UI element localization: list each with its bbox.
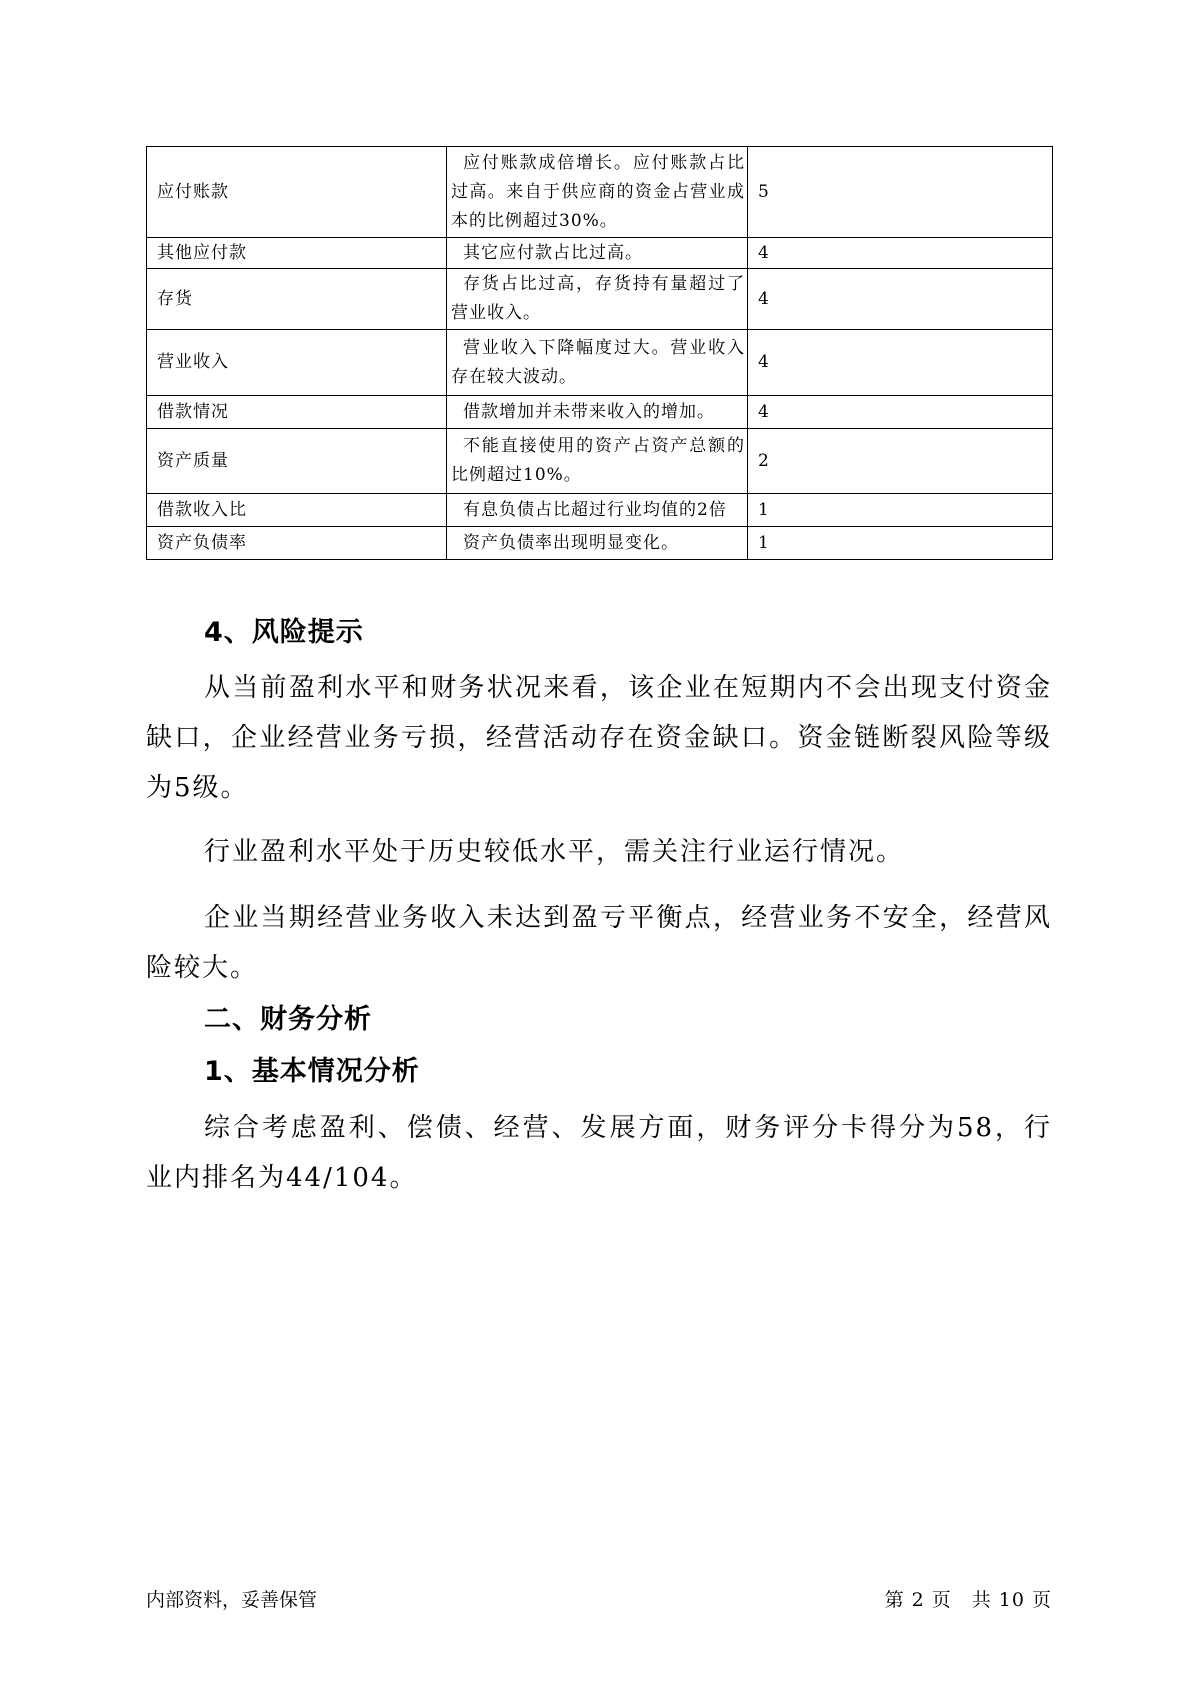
footer-page-number: 第 2 页 共 10 页 — [884, 1589, 1052, 1611]
table-cell-desc — [447, 238, 748, 269]
table-cell-item: 其他应付款 — [147, 238, 447, 269]
desc-text: 有息负债占比超过行业均值的2倍 — [463, 499, 727, 520]
desc-text: 营业收入下降幅度过大。营业收入存在较大波动。 — [451, 337, 745, 387]
table-row — [147, 396, 1053, 429]
table-cell-item: 借款情况 — [147, 396, 447, 429]
table-cell-score: 4 — [748, 269, 1053, 330]
table-cell-score: 1 — [748, 527, 1053, 560]
desc-text: 资产负债率出现明显变化。 — [463, 532, 679, 553]
desc-text: 应付账款成倍增长。应付账款占比过高。来自于供应商的资金占营业成本的比例超过30%。 — [451, 152, 745, 231]
table-cell-desc — [447, 429, 748, 494]
table-row — [147, 238, 1053, 269]
desc-text: 借款增加并未带来收入的增加。 — [463, 401, 715, 422]
desc-text: 其它应付款占比过高。 — [463, 242, 643, 263]
table-cell-score: 5 — [748, 147, 1053, 238]
risk-paragraph-2: 行业盈利水平处于历史较低水平，需关注行业运行情况。 — [204, 837, 905, 867]
table-cell-score: 4 — [748, 238, 1053, 269]
section-heading-finance: 二、财务分析 — [204, 1004, 372, 1035]
table-cell-item: 存货 — [147, 269, 447, 330]
table-cell-score: 1 — [748, 494, 1053, 527]
desc-text: 不能直接使用的资产占资产总额的比例超过10%。 — [451, 436, 745, 485]
table-cell-desc — [447, 330, 748, 396]
table-row — [147, 269, 1053, 330]
table-row — [147, 494, 1053, 527]
section-heading-risk: 4、风险提示 — [204, 617, 364, 648]
finance-paragraph-1: 综合考虑盈利、偿债、经营、发展方面，财务评分卡得分为58，行业内排名为44/104。 — [146, 1113, 1052, 1193]
footer-confidential-note: 内部资料，妥善保管 — [146, 1589, 318, 1611]
risk-paragraph-3: 企业当期经营业务收入未达到盈亏平衡点，经营业务不安全，经营风险较大。 — [146, 903, 1052, 983]
table-cell-desc — [447, 147, 748, 238]
table-cell-item: 资产质量 — [147, 429, 447, 494]
risk-indicator-table — [146, 146, 1053, 560]
table-row — [147, 330, 1053, 396]
table-cell-desc — [447, 269, 748, 330]
subsection-heading-basic: 1、基本情况分析 — [204, 1056, 420, 1087]
risk-paragraph-1: 从当前盈利水平和财务状况来看，该企业在短期内不会出现支付资金缺口，企业经营业务亏损，经营活动存在资金缺口。资金链断裂风险等级为5级。 — [146, 673, 1052, 803]
table-row — [147, 147, 1053, 238]
desc-text: 存货占比过高，存货持有量超过了营业收入。 — [451, 274, 745, 323]
table-cell-score: 4 — [748, 330, 1053, 396]
table-cell-desc — [447, 527, 748, 560]
table-cell-item: 借款收入比 — [147, 494, 447, 527]
table-cell-desc — [447, 396, 748, 429]
table-cell-desc — [447, 494, 748, 527]
table-cell-item: 资产负债率 — [147, 527, 447, 560]
table-row — [147, 527, 1053, 560]
table-cell-score: 4 — [748, 396, 1053, 429]
table-row — [147, 429, 1053, 494]
table-cell-score: 2 — [748, 429, 1053, 494]
table-cell-item: 应付账款 — [147, 147, 447, 238]
table-cell-item: 营业收入 — [147, 330, 447, 396]
